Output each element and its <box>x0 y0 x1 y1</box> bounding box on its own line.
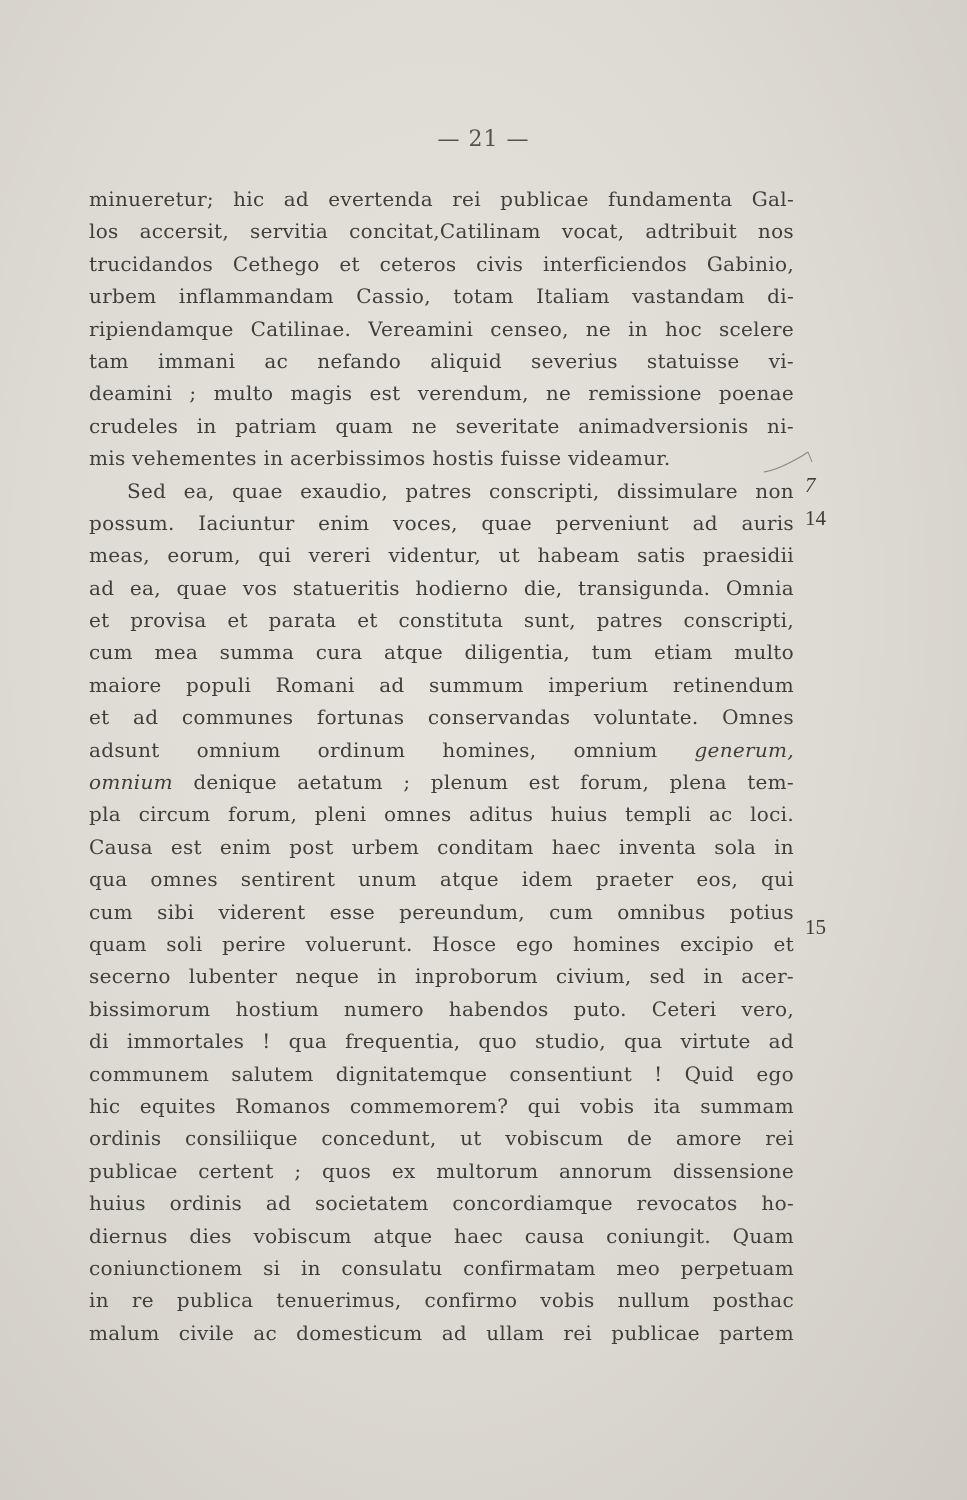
text-line: et provisa et parata et constituta sunt, patres conscripti, <box>89 608 794 633</box>
text-line: maiore populi Romani ad summum imperium retinendum <box>89 672 794 697</box>
text-line: qua omnes sentirent unum atque idem praeter eos, qui <box>89 867 794 892</box>
text-line: ad ea, quae vos statueritis hodierno die, transigunda. Omnia <box>89 575 794 600</box>
text-line: tam immani ac nefando aliquid severius statuisse vi- <box>89 348 794 373</box>
text-line-mixed <box>89 766 794 798</box>
text-line: urbem inflammandam Cassio, totam Italiam vastandam di- <box>89 284 794 309</box>
text-line: minueretur; hic ad evertenda rei publicae fundamenta Gal- <box>89 187 794 211</box>
italic-word: generum, <box>694 737 794 762</box>
text-line: mis vehementes in acerbissimos hostis fuisse videamur. <box>89 446 671 471</box>
text-line: cum sibi viderent esse pereundum, cum omnibus potius <box>89 899 794 924</box>
text-line: ordinis consiliique concedunt, ut vobiscum de amore rei <box>89 1126 794 1151</box>
body-text <box>89 183 794 1349</box>
text-line: diernus dies vobiscum atque haec causa coniungit. Quam <box>89 1223 794 1248</box>
text-line: di immortales ! qua frequentia, quo studio, qua virtute ad <box>89 1029 794 1054</box>
italic-word: omnium <box>89 770 173 795</box>
text-line: et ad communes fortunas conservandas voluntate. Omnes <box>89 705 794 730</box>
margin-line-number: 14 <box>805 506 826 530</box>
pencil-annotation-mark <box>760 448 820 478</box>
text-line: deamini ; multo magis est verendum, ne remissione poenae <box>89 381 794 406</box>
text-line: huius ordinis ad societatem concordiamque revocatos ho- <box>89 1191 794 1216</box>
text-line: meas, eorum, qui vereri videntur, ut habeam satis praesidii <box>89 543 794 568</box>
text-line: malum civile ac domesticum ad ullam rei publicae partem <box>89 1320 794 1345</box>
text-line: ripiendamque Catilinae. Vereamini censeo, ne in hoc scelere <box>89 316 794 341</box>
text-segment: adsunt omnium ordinum homines, omnium <box>89 737 658 762</box>
text-line: bissimorum hostium numero habendos puto. Ceteri vero, <box>89 996 794 1021</box>
text-line: quam soli perire voluerunt. Hosce ego homines excipio et <box>89 931 794 956</box>
text-line: communem salutem dignitatemque consentiunt ! Quid ego <box>89 1061 794 1086</box>
page-number: — 21 — <box>437 127 530 152</box>
text-line: possum. Iaciuntur enim voces, quae perveniunt ad auris <box>89 510 794 535</box>
margin-line-number: 15 <box>805 915 826 939</box>
text-line: coniunctionem si in consulatu confirmatam meo perpetuam <box>89 1255 794 1280</box>
text-line: trucidandos Cethego et ceteros civis interficiendos Gabinio, <box>89 251 794 276</box>
text-line: cum mea summa cura atque diligentia, tum etiam multo <box>89 640 794 665</box>
margin-line-number: 7 <box>805 473 816 497</box>
text-line: pla circum forum, pleni omnes aditus huius templi ac loci. <box>89 802 794 827</box>
text-line: secerno lubenter neque in inproborum civium, sed in acer- <box>89 964 794 989</box>
text-line: hic equites Romanos commemorem? qui vobis ita summam <box>89 1093 794 1118</box>
text-line: crudeles in patriam quam ne severitate animadversionis ni- <box>89 413 794 438</box>
text-segment: denique aetatum ; plenum est forum, plena tem- <box>193 770 794 795</box>
text-line: Sed ea, quae exaudio, patres conscripti, dissimulare non <box>127 478 794 503</box>
text-line: Causa est enim post urbem conditam haec inventa sola in <box>89 834 794 859</box>
text-line-mixed <box>89 734 794 766</box>
text-line: los accersit, servitia concitat,Catilinam vocat, adtribuit nos <box>89 219 794 244</box>
text-line: publicae certent ; quos ex multorum annorum dissensione <box>89 1158 794 1183</box>
text-line: in re publica tenuerimus, confirmo vobis nullum posthac <box>89 1288 794 1313</box>
